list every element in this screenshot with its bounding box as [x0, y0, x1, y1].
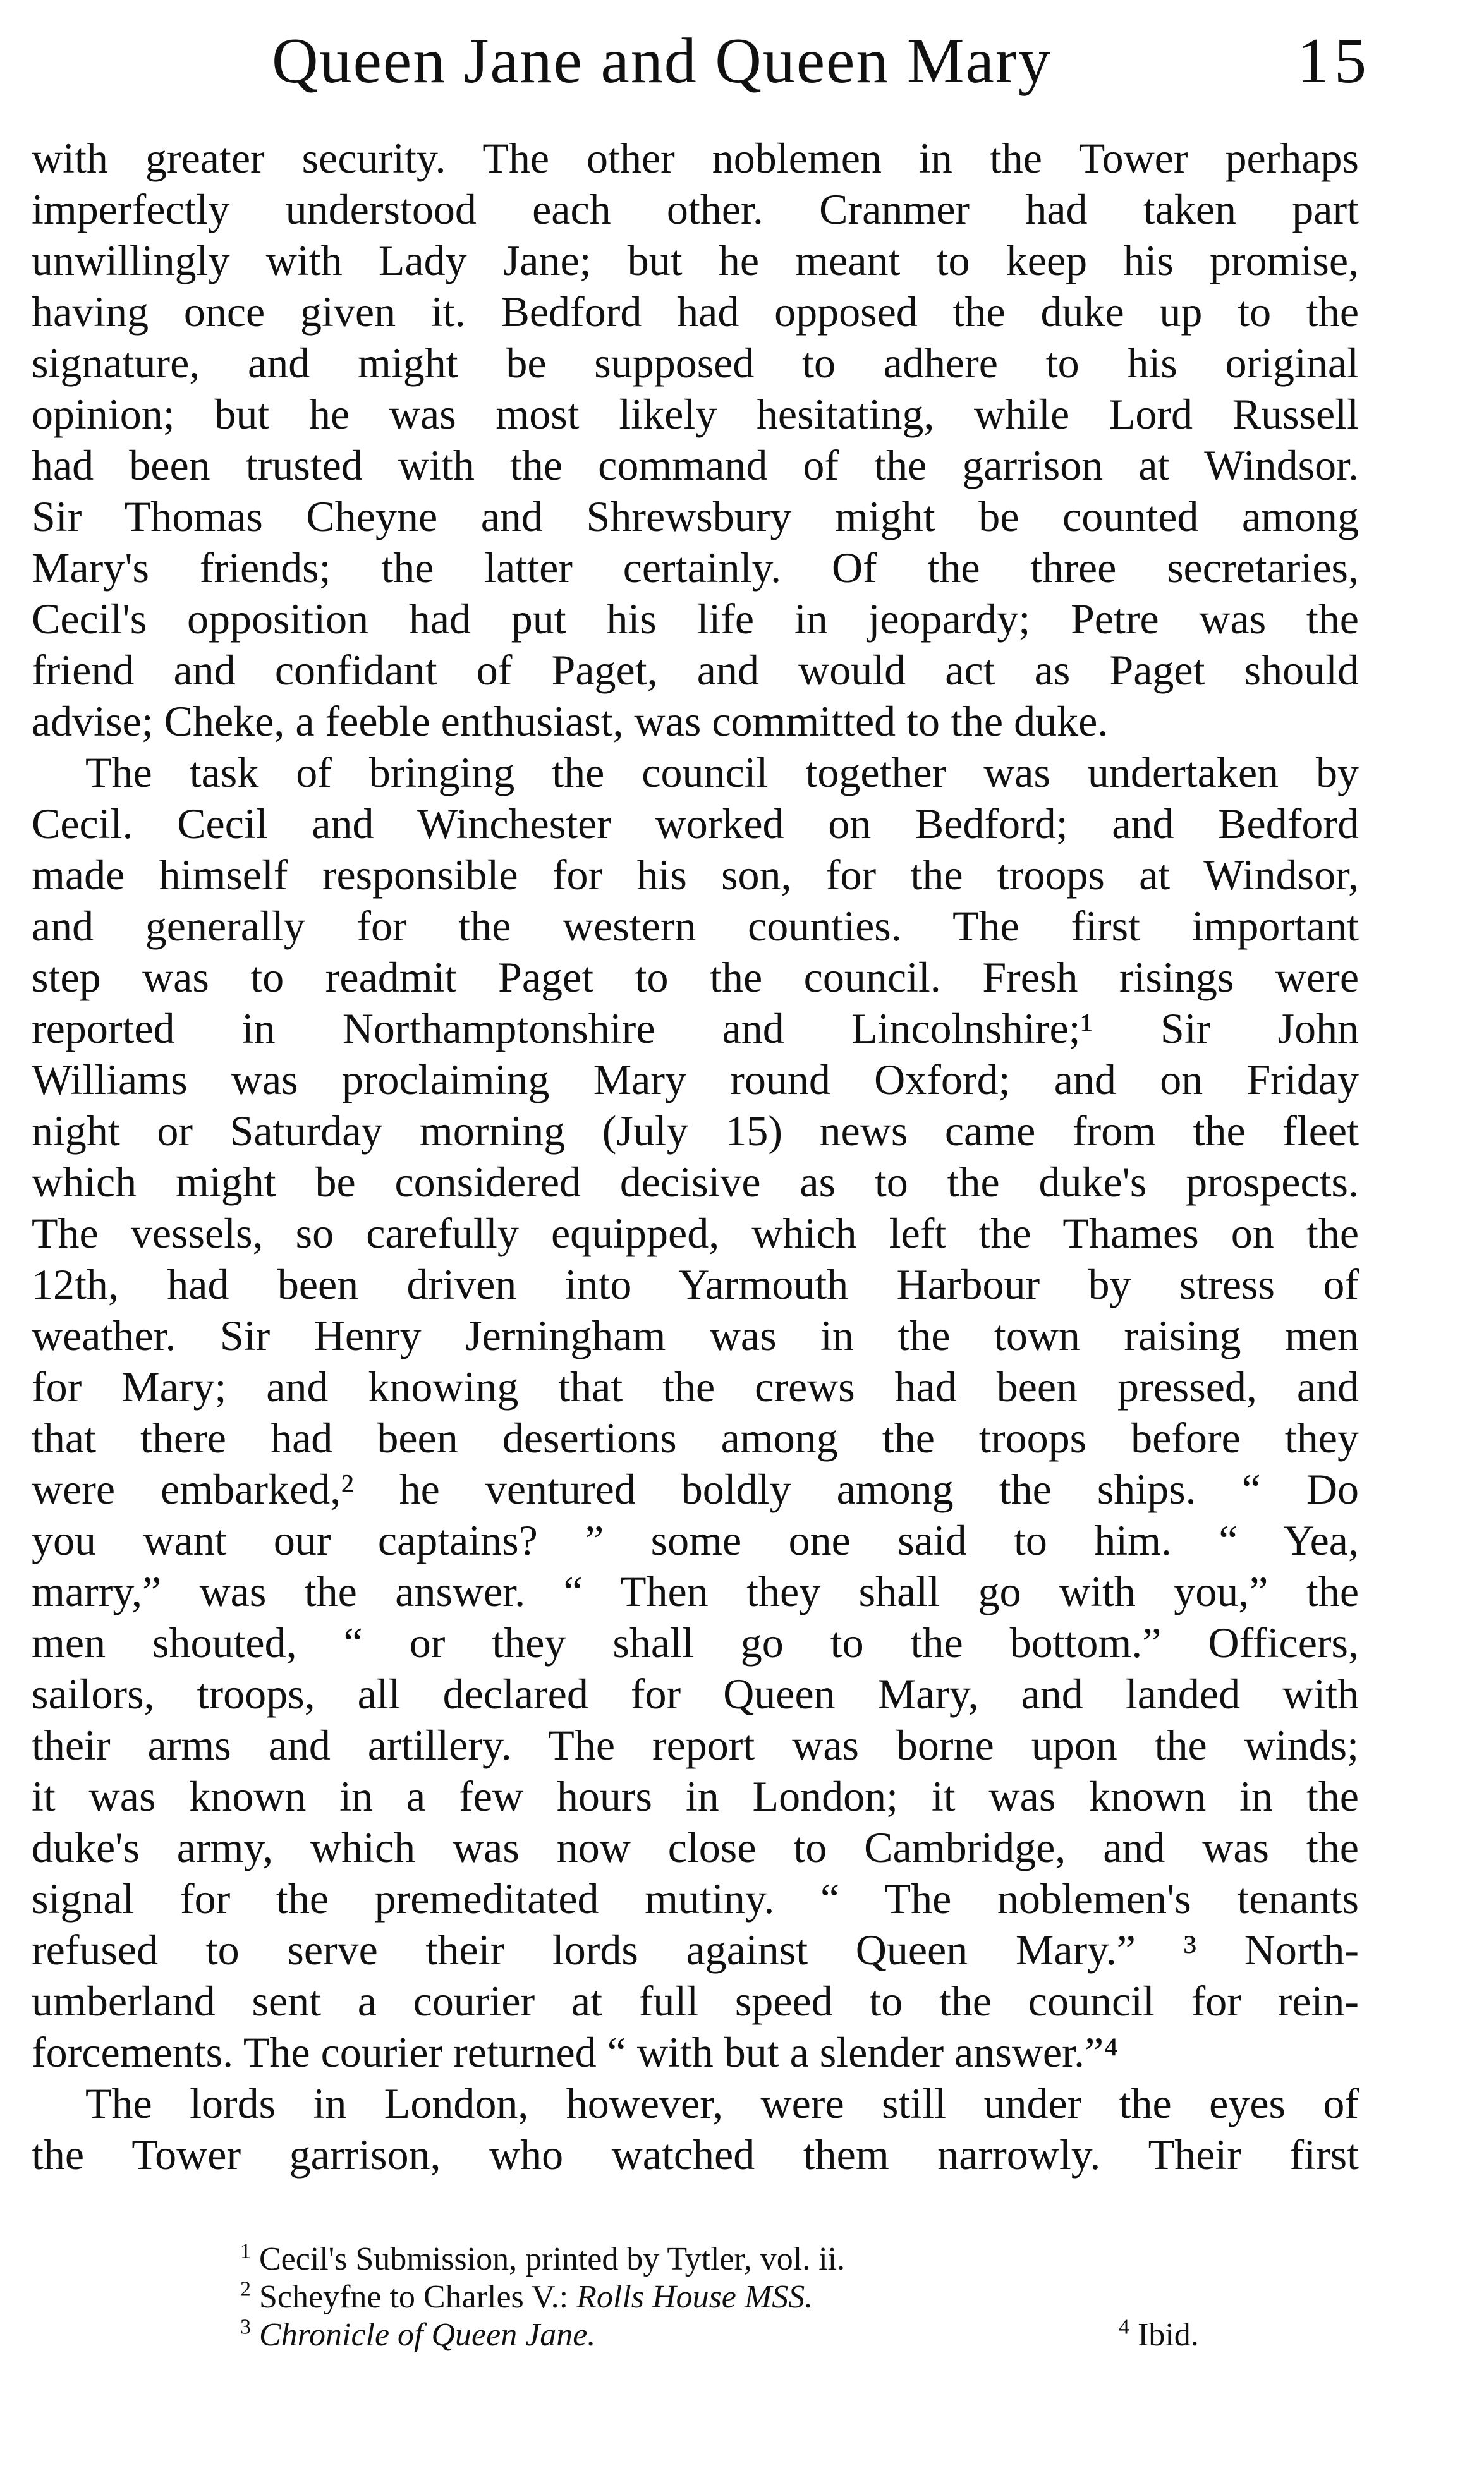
text-line: Mary's friends; the latter certainly. Of the three secretaries, — [32, 544, 1359, 592]
text-line: imperfectly understood each other. Cranmer had taken part — [32, 185, 1359, 233]
text-line: step was to readmit Paget to the council. Fresh risings were — [32, 953, 1359, 1001]
text-line: signal for the premeditated mutiny. “ The noblemen's tenants — [32, 1875, 1359, 1923]
running-title: Queen Jane and Queen Mary — [272, 25, 1052, 97]
footnote-text: Scheyfne to Charles V.: — [259, 2279, 577, 2315]
footnote-mark: 4 — [1119, 2315, 1129, 2339]
text-line: with greater security. The other noblemen in the Tower perhaps — [32, 134, 1359, 182]
footnote-text: Ibid. — [1138, 2317, 1199, 2353]
text-line: refused to serve their lords against Queen Mary.” ³ North- — [32, 1926, 1359, 1974]
page-number: 15 — [1297, 25, 1371, 97]
text-line: marry,” was the answer. “ Then they shall go with you,” the — [32, 1567, 1359, 1615]
text-line: men shouted, “ or they shall go to the bottom.” Officers, — [32, 1619, 1359, 1667]
text-line: weather. Sir Henry Jerningham was in the town raising men — [32, 1311, 1359, 1359]
footnote-italic-text: Rolls House MSS. — [576, 2279, 813, 2315]
text-line: which might be considered decisive as to the duke's prospects. — [32, 1158, 1359, 1206]
text-line: their arms and artillery. The report was borne upon the winds; — [32, 1721, 1359, 1769]
text-line: 12th, had been driven into Yarmouth Harbour by stress of — [32, 1260, 1359, 1308]
text-line: it was known in a few hours in London; it was known in the — [32, 1772, 1359, 1820]
text-line: The lords in London, however, were still under the eyes of — [85, 2079, 1359, 2127]
footnote-mark: 2 — [240, 2277, 251, 2301]
text-line: opinion; but he was most likely hesitating, while Lord Russell — [32, 390, 1359, 438]
text-line: reported in Northamptonshire and Lincolnshire;¹ Sir John — [32, 1004, 1359, 1052]
text-line: forcements. The courier returned “ with but a slender answer.”⁴ — [32, 2028, 1119, 2076]
footnotes — [32, 2240, 1359, 2354]
footnote-mark: 3 — [240, 2315, 251, 2339]
side-footnote — [1119, 2316, 1199, 2354]
text-line: friend and confidant of Paget, and would act as Paget should — [32, 646, 1359, 694]
text-line: The vessels, so carefully equipped, which left the Thames on the — [32, 1209, 1359, 1257]
footnote — [32, 2278, 1359, 2316]
text-line: umberland sent a courier at full speed to the council for rein- — [32, 1977, 1359, 2025]
text-line: and generally for the western counties. The first important — [32, 902, 1359, 950]
text-line: night or Saturday morning (July 15) news came from the fleet — [32, 1107, 1359, 1155]
footnote-mark: 1 — [240, 2239, 251, 2263]
text-line: the Tower garrison, who watched them narrowly. Their first — [32, 2131, 1359, 2179]
text-line: Williams was proclaiming Mary round Oxford; and on Friday — [32, 1055, 1359, 1103]
text-line: Sir Thomas Cheyne and Shrewsbury might be counted among — [32, 492, 1359, 540]
footnote-italic-text: Chronicle of Queen Jane. — [259, 2317, 596, 2353]
text-line: sailors, troops, all declared for Queen Mary, and landed with — [32, 1670, 1359, 1718]
text-line: for Mary; and knowing that the crews had been pressed, and — [32, 1363, 1359, 1411]
text-line: duke's army, which was now close to Cambridge, and was the — [32, 1823, 1359, 1871]
body-text — [32, 133, 1359, 2180]
text-line: you want our captains? ” some one said to him. “ Yea, — [32, 1516, 1359, 1564]
text-line: having once given it. Bedford had opposed the duke up to the — [32, 288, 1359, 336]
text-line: had been trusted with the command of the garrison at Windsor. — [32, 441, 1359, 489]
text-line: signature, and might be supposed to adhere to his original — [32, 339, 1359, 387]
text-line: were embarked,² he ventured boldly among the ships. “ Do — [32, 1465, 1359, 1513]
footnote — [32, 2316, 1359, 2354]
text-line: advise; Cheke, a feeble enthusiast, was committed to the duke. — [32, 697, 1109, 745]
page-header — [32, 24, 1371, 100]
text-line: made himself responsible for his son, for the troops at Windsor, — [32, 851, 1359, 899]
text-line: Cecil. Cecil and Winchester worked on Bedford; and Bedford — [32, 799, 1359, 848]
text-line: that there had been desertions among the troops before they — [32, 1414, 1359, 1462]
text-line: unwillingly with Lady Jane; but he meant to keep his promise, — [32, 236, 1359, 284]
footnote — [32, 2240, 1359, 2278]
text-line: The task of bringing the council together was undertaken by — [85, 748, 1359, 796]
text-line: Cecil's opposition had put his life in jeopardy; Petre was the — [32, 595, 1359, 643]
footnote-text: Cecil's Submission, printed by Tytler, vol. ii. — [259, 2241, 846, 2277]
